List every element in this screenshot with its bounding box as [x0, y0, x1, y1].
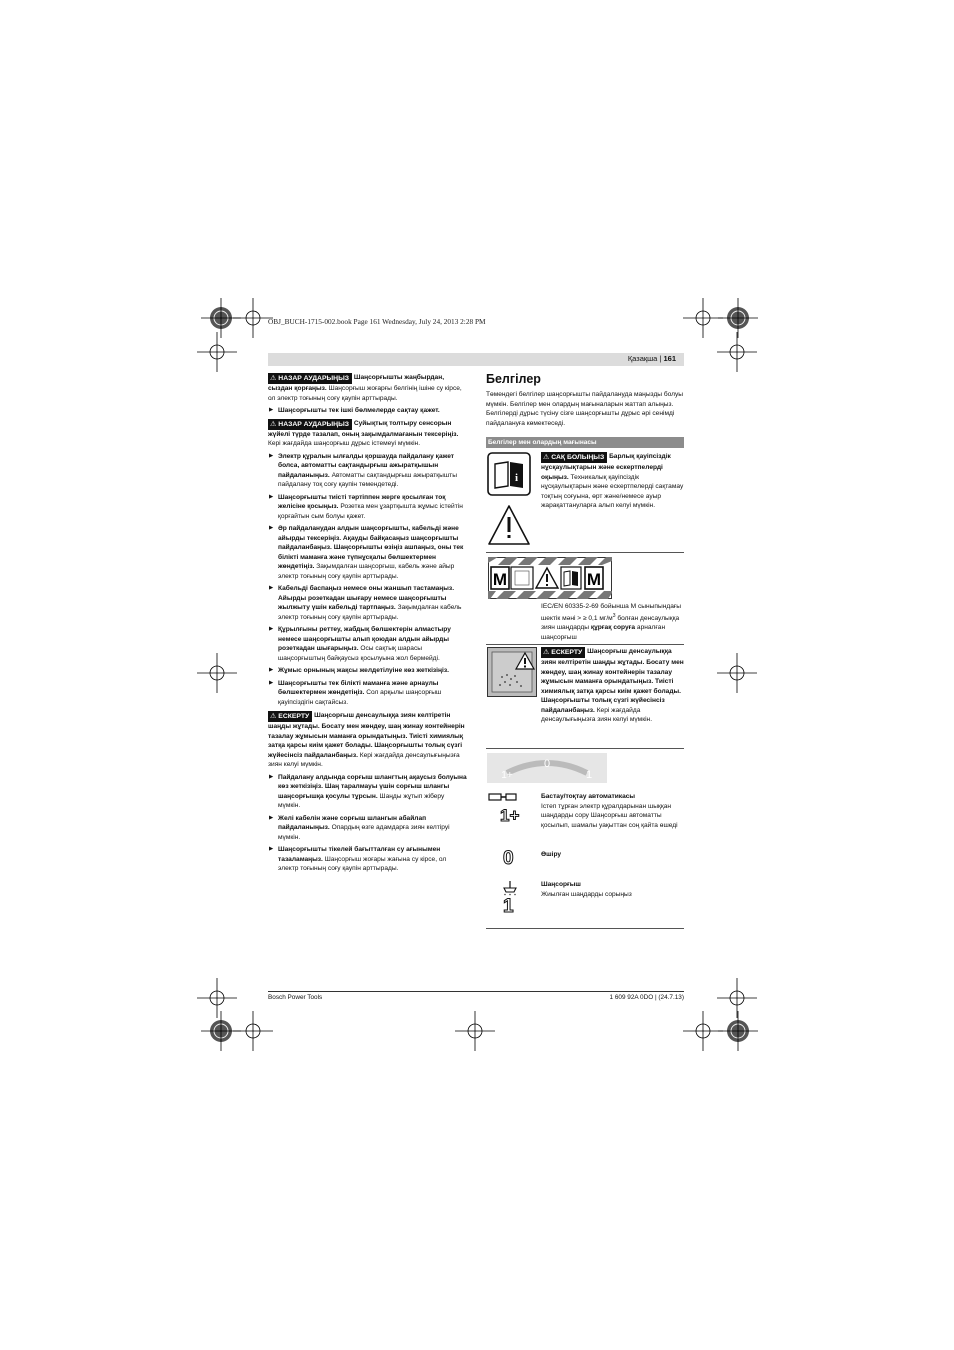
svg-text:i: i	[514, 472, 519, 484]
crosshair-mark-icon	[197, 653, 237, 693]
row-title: Бастау/тоқтау автоматикасы	[541, 793, 636, 800]
dial-label-off: 0	[543, 758, 551, 770]
symbol-row-4	[541, 792, 684, 830]
divider	[486, 552, 684, 553]
warning-label: ⚠ НАЗАР АУДАРЫҢЫЗ	[268, 419, 352, 430]
warning-triangle-icon: ⚠	[543, 649, 550, 656]
warning-block-2	[268, 419, 467, 449]
warning-text: Кері жағдайда денсаулығыңызға зиян келуі мүмкін.	[268, 751, 460, 768]
m-class-label-icon	[488, 557, 612, 599]
bullet-item: ▶ Шаңсорғышты тек білікті маманға және арнаулы бөлшектермен жөндетіңіз. Сол арқылы шаңсорғыш қауіпсіздігін сақтайсыз.	[268, 679, 467, 708]
warning-label: ⚠ ЕСКЕРТУ	[268, 711, 312, 722]
warning-triangle-icon: ⚠	[270, 713, 277, 720]
crosshair-mark-icon	[197, 978, 237, 1018]
row-text: Техникалық қауіпсіздік нұсқаулықтарын және ескертпелерді сақтамау тоқтың соғуына, өрт және/немесе ауыр жарақаттануларға алып келуі мүмкін.	[541, 473, 684, 509]
crosshair-mark-icon	[233, 1011, 273, 1051]
section-title: Белгілер	[486, 372, 541, 386]
warning-triangle-icon: ⚠	[270, 375, 277, 382]
table-header: Белгілер мен олардың мағынасы	[486, 437, 684, 448]
switch-dial-icon	[487, 753, 607, 783]
m-label-left: M	[492, 570, 508, 589]
row-title: Өшіру	[541, 851, 562, 858]
dial-label-auto: 1+	[501, 770, 513, 781]
divider	[486, 928, 684, 929]
warning-triangle-icon	[487, 504, 531, 546]
dust-hazard-icon	[487, 647, 537, 697]
bullet-item: ▶ Электр құралын ылғалды қоршауда пайдалану қажет болса, автоматты сақтандырғыш ажыратқышын пайдаланыңыз. Автоматты сақтандырғыш ажыратқышты пайдалану тоқ соғу қаупін төмендетеді.	[268, 452, 467, 490]
row-bold: Барлық қауіпсіздік нұсқаулықтарын және ескертпелерді оқыңыз.	[541, 453, 671, 481]
row-text: Кері жағдайда денсаулығыңызға зиян келуі мүмкін.	[541, 706, 653, 723]
warning-text: Шаңсорғыш жоғарғы белгінің ішіне су кірсе, ол электр тоғының соғу қаупін арттырады.	[268, 385, 462, 402]
bullet-item: ▶ Шаңсорғышты тек ішкі бөлмелерде сақтау қажет.	[268, 406, 467, 416]
page-header	[268, 353, 684, 366]
on-symbol: 1	[503, 896, 514, 917]
manual-book-icon	[487, 452, 531, 496]
bullet-item: ▶ Жұмыс орнының жақсы желдетілуіне көз жеткізіңіз.	[268, 666, 467, 676]
m-label-right: M	[586, 570, 602, 589]
off-symbol: 0	[503, 848, 514, 869]
header-text: Қазақша | 161	[627, 354, 676, 363]
crosshair-mark-icon	[717, 653, 757, 693]
bullet-item: ▶ Құрылғыны реттеу, жабдық бөлшектерін алмастыру немесе шаңсорғышты алып қоюдан алдын айырды розеткадан шығарыңыз. Осы сақтық шарасы шаңсорғыштың байқаусыз қосылуына жол бермейді.	[268, 625, 467, 663]
symbol-row-6	[541, 880, 684, 899]
symbol-row-2: IEC/EN 60335-2-69 бойынша M сыныпындағы шектік мәні > ≥ 0,1 $мг/м^3$ болған денсаулыққа зиян шаңдарды құрғақ соруға арналған шаңсорғыш	[541, 603, 682, 641]
bullet-item: ▶ Кабельді баспаңыз немесе оны жаншып тастамаңыз. Айырды розеткадан шығару немесе шаңсорғышты жылжыту үшін кабельді тартпаңыз. Зақымдалған кабель электр тоғының соғу қаупін арттырады.	[268, 584, 467, 622]
file-info: OBJ_BUCH-1715-002.book Page 161 Wednesday, July 24, 2013 2:28 PM	[268, 317, 486, 326]
warning-block-3	[268, 711, 467, 770]
symbol-row-5	[541, 850, 684, 860]
row-text: Жиылған шаңдарды сорыңыз	[541, 890, 632, 898]
bullet-item: ▶ Шаңсорғышты тиісті тәртіппен жерге қосылған тоқ желісіне қосыңыз. Розетка мен ұзартқышта жұмыс істейтін қорғайтын сым болуы қажет.	[268, 493, 467, 522]
row-text: Істеп тұрған электр құралдарынан шыққан шаңдарды сору Шаңсорғыш автоматты қосылып, шамалы уақыттан соң қайта өшеді	[541, 802, 678, 829]
footer-right: 1 609 92A 0DO | (24.7.13)	[609, 994, 684, 1001]
warning-text: Кері жағдайда шаңсорғыш дұрыс істемеуі мүмкін.	[268, 440, 421, 447]
intro-text: Төмендегі белгілер шаңсорғышты пайдалануда маңызды болуы мүмкін. Белгілер мен олардың мағыналарын жаттап алыңыз. Белгілерді дұрыс түсіну сізге шаңсорғышты дұрыс әрі сенімді пайдалануға көмектеседі.	[486, 391, 684, 427]
warning-bold: Суйықтық толтыру сенсорын жүйелі түрде тазалап, оның зақымдалмағанын тексеріңіз.	[268, 419, 459, 438]
footer-divider	[268, 991, 684, 992]
warning-label: ⚠ НАЗАР АУДАРЫҢЫЗ	[268, 373, 352, 384]
footer-left: Bosch Power Tools	[268, 994, 323, 1001]
divider	[486, 644, 684, 645]
crosshair-mark-icon	[233, 298, 273, 338]
left-column	[268, 373, 467, 877]
vacuum-nozzle-icon	[500, 880, 520, 896]
warning-label: ⚠ ЕСКЕРТУ	[541, 647, 585, 658]
warning-bold: Шаңсорғыш денсаулыққа зиян келтіретін шаңды жұтады. Босату мен жөндеу, шаң жинау контейнерін тазалау жұмысын маманға орындатыңыз. Тиісті химиялық затқа қарсы киім қажет болады. Шаңсорғышты толық сүзгі жүйесінсіз пайдаланбаңыз.	[268, 712, 465, 759]
symbol-row-3	[541, 647, 684, 725]
bullet-item: ▶ Желі кабелін және сорғыш шлангын абайлап пайдаланыңыз. Опардың өзге адамдарға зиян келтіруі мүмкін.	[268, 814, 467, 843]
bullet-item: ▶ Пайдалану алдында сорғыш шлангтың ақаусыз болуына көз жеткізіңіз. Шаң таралмауы үшін сорғыш шлангы шаңсорғышқа қосулы тұрсын. Шаңды жұтып жіберу мүмкін.	[268, 773, 467, 811]
crosshair-mark-icon	[683, 1011, 723, 1051]
row-title: Шаңсорғыш	[541, 881, 581, 888]
auto-start-symbol: 1+	[500, 806, 520, 825]
divider	[486, 748, 684, 749]
header-section: Қазақша	[627, 354, 658, 363]
warning-block-1	[268, 373, 467, 403]
bullet-item: ▶ Шаңсорғышты тікелей бағытталған су ағынымен тазаламаңыз. Шаңсорғыш жоғары жағына су кірсе, ол электр тоғының соғу қаупін арттырады.	[268, 845, 467, 874]
warning-triangle-icon: ⚠	[543, 454, 550, 461]
row-bold: Шаңсорғыш денсаулыққа зиян келтіретін шаңды жұтады. Босату мен жөндеу, шаң жинау контейнерін тазалау жұмысын маманға орындатыңыз. Тиісті химиялық затқа қарсы киім қажет болады. Шаңсорғышты толық сүзгі жүйесінсіз пайдаланбаңыз.	[541, 648, 684, 714]
warning-label: ⚠ САҚ БОЛЫҢЫЗ	[541, 452, 607, 463]
crosshair-mark-icon	[717, 978, 757, 1018]
symbol-row-1	[541, 452, 684, 511]
crosshair-mark-icon	[717, 332, 757, 372]
warning-bold: Шаңсорғышты жаңбырдан, сыздан қорғаңыз.	[268, 374, 445, 392]
bullet-item: ▶ Әр пайдаланудан алдын шаңсорғышты, кабельді және айырды тексеріңіз. Ақауды байқасаңыз шаңсорғышты пайдаланбаңыз. Шаңсорғышты өзіңіз ашпаңыз, оны тек білікті маманға және түпнұсқалы бөлшектермен жөндетіңіз. Зақымдалған шаңсорғыш, кабель және айыр электр тоғының соғу қаупін арттырады.	[268, 524, 467, 581]
crosshair-mark-icon	[197, 332, 237, 372]
crosshair-mark-icon	[455, 1011, 495, 1051]
page-number: 161	[663, 354, 676, 363]
dial-label-on: 1	[585, 769, 593, 781]
warning-triangle-icon: ⚠	[270, 420, 277, 428]
